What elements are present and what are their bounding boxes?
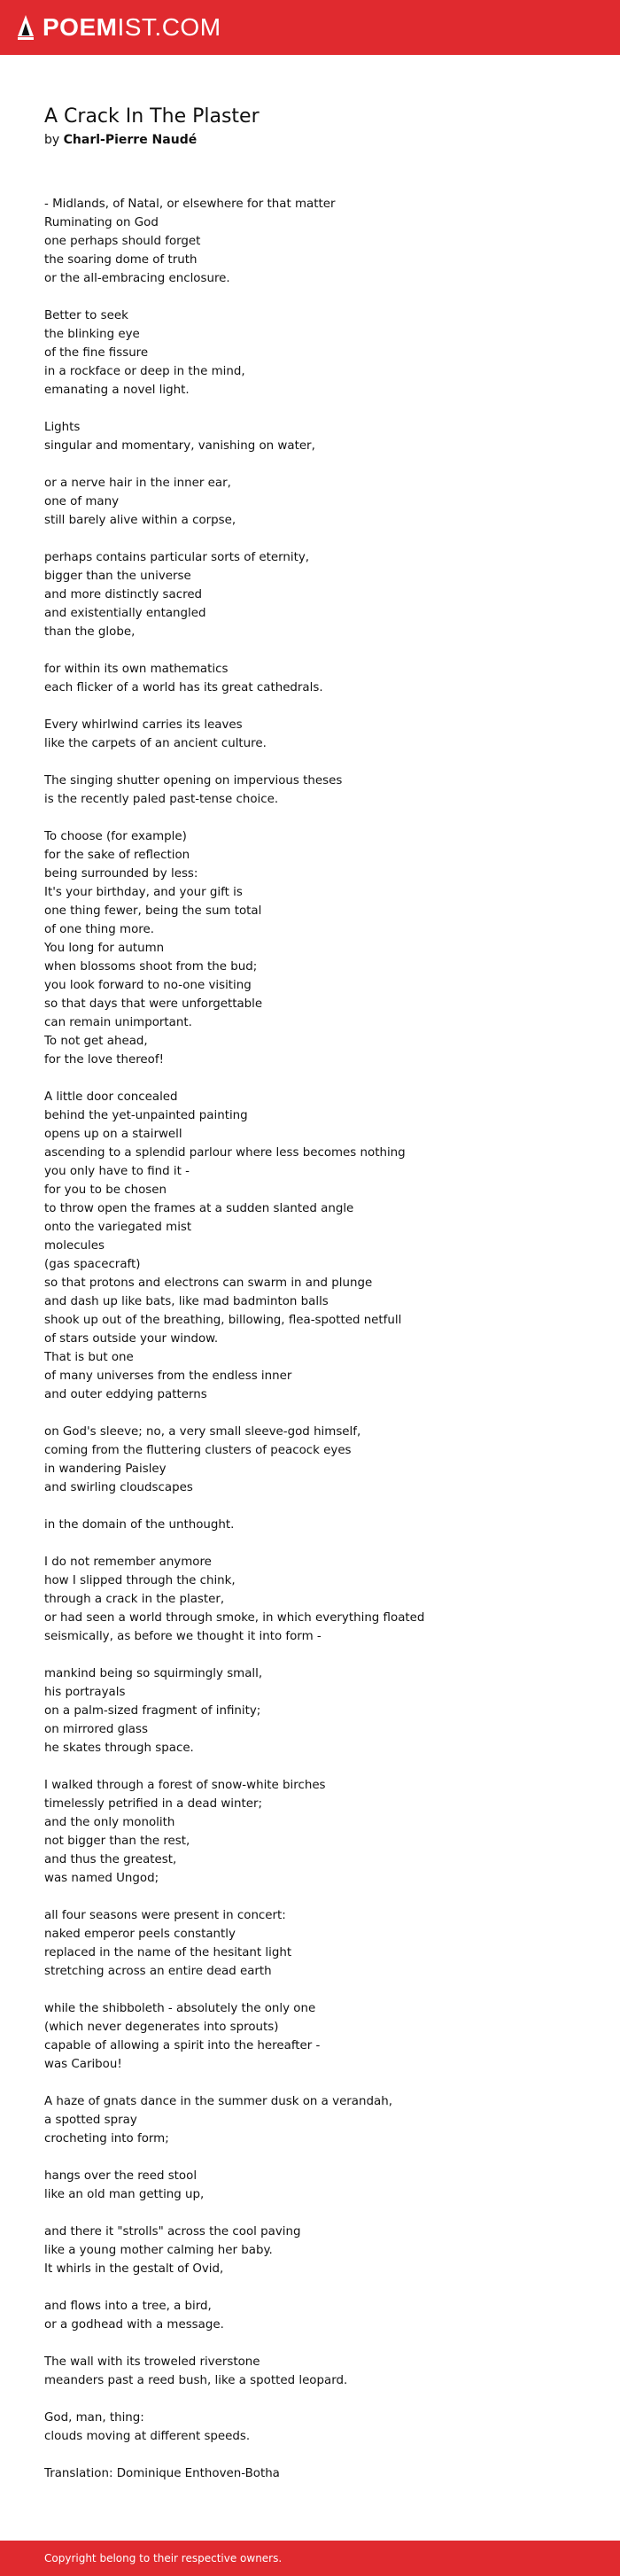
poem-stanza <box>44 1423 620 1497</box>
poem-stanza <box>44 1999 620 2074</box>
poem-line: on a palm-sized fragment of infinity; <box>44 1704 261 1718</box>
poem-line: naked emperor peels constantly <box>44 1928 236 1941</box>
poem-line: I walked through a forest of snow-white birches <box>44 1779 326 1792</box>
poem-line: and more distinctly sacred <box>44 588 203 601</box>
poem-stanza <box>44 474 620 530</box>
poem-stanza <box>44 772 620 809</box>
poem-line: Every whirlwind carries its leaves <box>44 718 243 732</box>
poem-line: and the only monolith <box>44 1816 175 1829</box>
poem-line: singular and momentary, vanishing on water, <box>44 439 315 453</box>
copyright-text: Copyright belong to their respective owners. <box>44 2552 283 2564</box>
poem-stanza <box>44 306 620 400</box>
poem-line: perhaps contains particular sorts of eternity, <box>44 551 310 564</box>
poem-line: being surrounded by less: <box>44 867 198 881</box>
poem-line: to throw open the frames at a sudden slanted angle <box>44 1202 354 1215</box>
poem-line: The wall with its troweled riverstone <box>44 2355 260 2369</box>
poem-line: Translation: Dominique Enthoven-Botha <box>44 2467 280 2480</box>
site-header <box>0 0 620 55</box>
poem-line: meanders past a reed bush, like a spotted leopard. <box>44 2374 348 2387</box>
poem-line: so that days that were unforgettable <box>44 997 263 1011</box>
poem-line: like an old man getting up, <box>44 2188 205 2201</box>
poem-line: - Midlands, of Natal, or elsewhere for that matter <box>44 198 336 211</box>
poem-stanza <box>44 548 620 641</box>
poem-line: so that protons and electrons can swarm in and plunge <box>44 1276 373 1290</box>
poem-line: A little door concealed <box>44 1090 178 1104</box>
poem-line: molecules <box>44 1239 105 1253</box>
poem-line: shook up out of the breathing, billowing, flea-spotted netfull <box>44 1314 402 1327</box>
poem-line: or a nerve hair in the inner ear, <box>44 477 231 490</box>
poem-line: his portrayals <box>44 1686 126 1699</box>
poem-line: and thus the greatest, <box>44 1853 177 1866</box>
poem-stanza <box>44 2464 620 2483</box>
poem-stanza <box>44 827 620 1069</box>
poem-line: clouds moving at different speeds. <box>44 2430 251 2443</box>
poem-line: and existentially entangled <box>44 607 206 620</box>
site-footer <box>0 2541 620 2576</box>
poem-stanza <box>44 195 620 288</box>
poem-stanza <box>44 2223 620 2278</box>
poem-line: You long for autumn <box>44 942 165 955</box>
poem-line: crocheting into form; <box>44 2132 169 2145</box>
poem-line: still barely alive within a corpse, <box>44 514 236 527</box>
poem-line: stretching across an entire dead earth <box>44 1965 272 1978</box>
poem-line: one thing fewer, being the sum total <box>44 904 262 918</box>
poem-line: and dash up like bats, like mad badminton balls <box>44 1295 329 1308</box>
poem-line: for the love thereof! <box>44 1053 164 1067</box>
poem-title: A Crack In The Plaster <box>44 105 260 128</box>
poem-line: To not get ahead, <box>44 1035 148 1048</box>
poem-stanza <box>44 2092 620 2148</box>
poem-line: on God's sleeve; no, a very small sleeve-god himself, <box>44 1425 361 1439</box>
poem-line: God, man, thing: <box>44 2411 144 2425</box>
pen-nib-icon[interactable] <box>16 14 35 41</box>
poem-line: or had seen a world through smoke, in which everything floated <box>44 1611 425 1625</box>
poem-line: you look forward to no-one visiting <box>44 979 252 992</box>
poem-line: for within its own mathematics <box>44 663 229 676</box>
poem-line: hangs over the reed stool <box>44 2169 198 2183</box>
poem-line: of one thing more. <box>44 923 154 936</box>
poem-line: timelessly petrified in a dead winter; <box>44 1797 263 1811</box>
poem-line: Ruminating on God <box>44 216 159 229</box>
poem-line: onto the variegated mist <box>44 1221 192 1234</box>
poem-line: you only have to find it - <box>44 1165 190 1178</box>
poem-line: emanating a novel light. <box>44 384 190 397</box>
poem-line: a spotted spray <box>44 2114 137 2127</box>
logo-text-strong: POEM <box>43 13 118 41</box>
poem-body <box>44 195 620 2483</box>
poem-line: in a rockface or deep in the mind, <box>44 365 245 378</box>
poem-line: was Caribou! <box>44 2058 122 2071</box>
poem-line: of many universes from the endless inner <box>44 1369 292 1383</box>
logo-text-light: IST.COM <box>117 13 221 41</box>
poem-line: he skates through space. <box>44 1742 194 1755</box>
poem-line: and flows into a tree, a bird, <box>44 2300 212 2313</box>
poem-line: and there it "strolls" across the cool paving <box>44 2225 301 2238</box>
poem-line: It whirls in the gestalt of Ovid, <box>44 2262 224 2276</box>
poem-line: not bigger than the rest, <box>44 1835 190 1848</box>
poem-line: in the domain of the unthought. <box>44 1518 235 1532</box>
poem-line: ascending to a splendid parlour where less becomes nothing <box>44 1146 406 1160</box>
poem-stanza <box>44 1664 620 1757</box>
poem-line: is the recently paled past-tense choice. <box>44 793 279 806</box>
poem-line: To choose (for example) <box>44 830 187 843</box>
poem-line: for you to be chosen <box>44 1183 167 1197</box>
site-logo[interactable] <box>43 13 221 42</box>
poem-line: like a young mother calming her baby. <box>44 2244 273 2257</box>
poem-line: (gas spacecraft) <box>44 1258 141 1271</box>
poem-stanza <box>44 2297 620 2334</box>
poem-line: That is but one <box>44 1351 134 1364</box>
poem-line: A haze of gnats dance in the summer dusk on a verandah, <box>44 2095 392 2108</box>
poem-stanza <box>44 2409 620 2446</box>
poem-line: through a crack in the plaster, <box>44 1593 225 1606</box>
poem-line: or a godhead with a message. <box>44 2318 224 2332</box>
poem-stanza <box>44 1776 620 1888</box>
poem-line: than the globe, <box>44 625 136 639</box>
poem-line: the soaring dome of truth <box>44 253 198 267</box>
poem-line: Lights <box>44 421 81 434</box>
poem-line: It's your birthday, and your gift is <box>44 886 243 899</box>
poem-line: and outer eddying patterns <box>44 1388 207 1401</box>
poem-line: of stars outside your window. <box>44 1332 219 1346</box>
poem-line: or the all-embracing enclosure. <box>44 272 230 285</box>
poem-line: (which never degenerates into sprouts) <box>44 2021 279 2034</box>
poem-line: behind the yet-unpainted painting <box>44 1109 248 1122</box>
poem-line: all four seasons were present in concert: <box>44 1909 286 1922</box>
poem-content <box>0 55 620 2483</box>
author-name[interactable]: Charl-Pierre Naudé <box>63 133 198 147</box>
poem-line: for the sake of reflection <box>44 849 190 862</box>
poem-stanza <box>44 1906 620 1981</box>
poem-line: when blossoms shoot from the bud; <box>44 960 258 974</box>
poem-stanza <box>44 2353 620 2390</box>
poem-line: the blinking eye <box>44 328 140 341</box>
poem-line: on mirrored glass <box>44 1723 148 1736</box>
poem-line: one of many <box>44 495 119 508</box>
poem-line: coming from the fluttering clusters of peacock eyes <box>44 1444 352 1457</box>
poem-stanza <box>44 418 620 455</box>
poem-line: how I slipped through the chink, <box>44 1574 236 1587</box>
poem-stanza <box>44 660 620 697</box>
poem-line: like the carpets of an ancient culture. <box>44 737 267 750</box>
poem-line: The singing shutter opening on impervious theses <box>44 774 343 788</box>
poem-line: bigger than the universe <box>44 570 191 583</box>
poem-line: was named Ungod; <box>44 1872 159 1885</box>
poem-stanza <box>44 1088 620 1404</box>
poem-line: capable of allowing a spirit into the hereafter - <box>44 2039 321 2052</box>
poem-line: of the fine fissure <box>44 346 149 360</box>
poem-line: seismically, as before we thought it into form - <box>44 1630 322 1643</box>
poem-line: one perhaps should forget <box>44 235 201 248</box>
byline <box>44 131 620 149</box>
poem-line: opens up on a stairwell <box>44 1128 182 1141</box>
by-label: by <box>44 133 60 147</box>
poem-line: Better to seek <box>44 309 128 322</box>
poem-stanza <box>44 1516 620 1534</box>
poem-line: I do not remember anymore <box>44 1556 212 1569</box>
poem-line: replaced in the name of the hesitant light <box>44 1946 292 1959</box>
poem-line: each flicker of a world has its great cathedrals. <box>44 681 323 694</box>
poem-line: while the shibboleth - absolutely the only one <box>44 2002 316 2015</box>
poem-line: in wandering Paisley <box>44 1463 167 1476</box>
poem-stanza <box>44 2167 620 2204</box>
poem-stanza <box>44 1553 620 1646</box>
poem-stanza <box>44 716 620 753</box>
poem-line: can remain unimportant. <box>44 1016 192 1029</box>
poem-line: and swirling cloudscapes <box>44 1481 193 1494</box>
poem-line: mankind being so squirmingly small, <box>44 1667 263 1680</box>
